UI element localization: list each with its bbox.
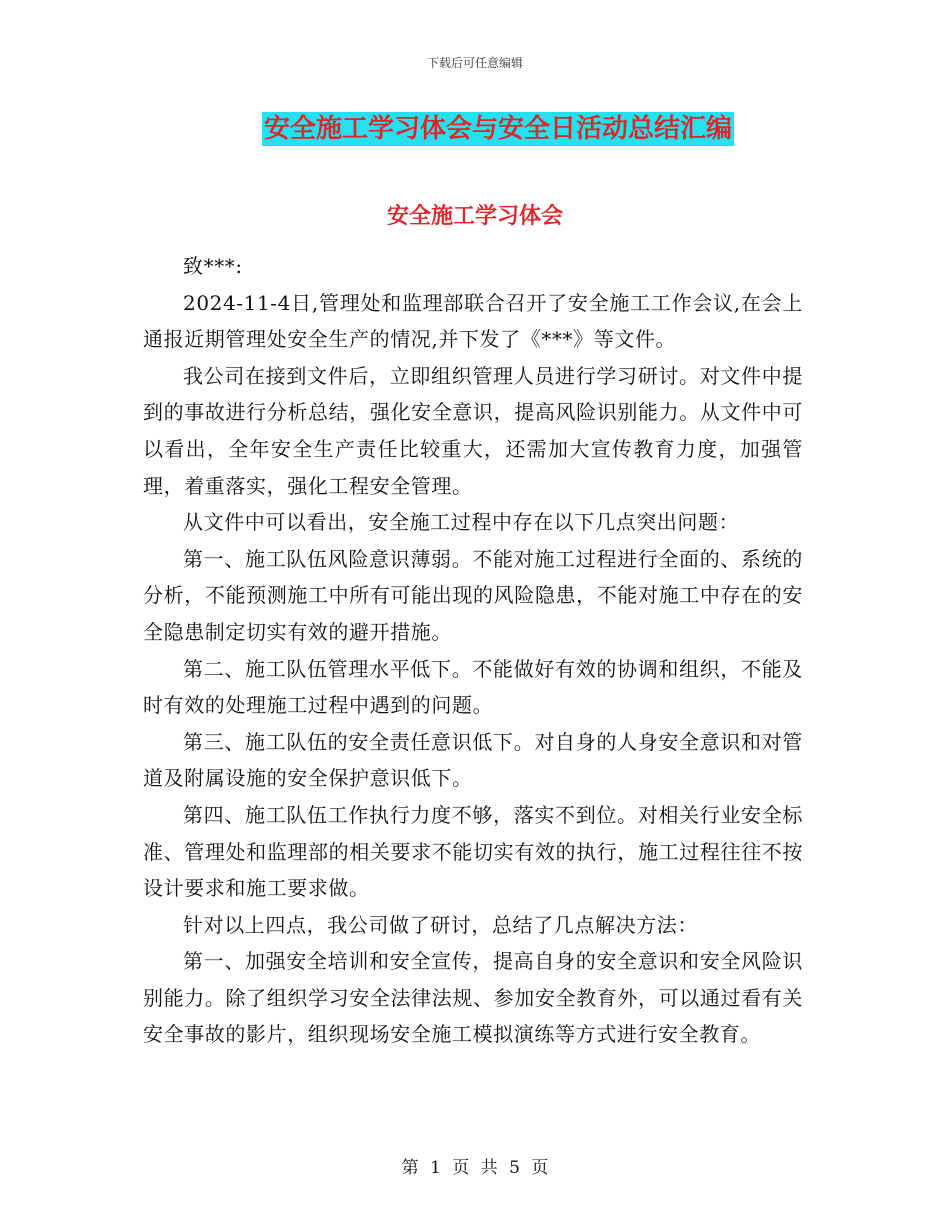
main-title-container: [0, 112, 950, 146]
page-footer: 第 1 页 共 5 页: [401, 1158, 549, 1178]
paragraph-problems-intro: 从文件中可以看出，安全施工过程中存在以下几点突出问题：: [183, 510, 740, 535]
paragraph-solution-1: 第一、加强安全培训和安全宣传，提高自身的安全意识和安全风险识别能力。除了组织学习安全法律法规、参加安全教育外，可以通过看有关安全事故的影片，组织现场安全施工模拟演练等方式进行安全教育。: [143, 949, 803, 1047]
paragraph-meeting: 2024-11-4日,管理处和监理部联合召开了安全施工工作会议,在会上通报近期管理处安全生产的情况,并下发了《***》等文件。: [143, 290, 803, 352]
header-note: 下载后可任意编辑: [426, 56, 523, 70]
paragraph-problem-2: 第二、施工队伍管理水平低下。不能做好有效的协调和组织，不能及时有效的处理施工过程中遇到的问题。: [143, 656, 803, 718]
section-title: 安全施工学习体会: [386, 204, 563, 229]
paragraph-study: 我公司在接到文件后，立即组织管理人员进行学习研讨。对文件中提到的事故进行分析总结，强化安全意识，提高风险识别能力。从文件中可以看出，全年安全生产责任比较重大，还需加大宣传教育力度，加强管理，着重落实，强化工程安全管理。: [143, 363, 803, 498]
paragraph-solutions-intro: 针对以上四点，我公司做了研讨，总结了几点解决方法：: [183, 912, 698, 937]
main-title: 安全施工学习体会与安全日活动总结汇编: [263, 114, 732, 144]
document-body: [143, 248, 803, 1053]
paragraph-problem-4: 第四、施工队伍工作执行力度不够，落实不到位。对相关行业安全标准、管理处和监理部的相关要求不能切实有效的执行，施工过程往往不按设计要求和施工要求做。: [143, 802, 803, 901]
paragraph-salutation: 致***:: [183, 254, 243, 278]
paragraph-problem-3: 第三、施工队伍的安全责任意识低下。对自身的人身安全意识和对管道及附属设施的安全保护意识低下。: [143, 729, 803, 791]
paragraph-problem-1: 第一、施工队伍风险意识薄弱。不能对施工过程进行全面的、系统的分析，不能预测施工中所有可能出现的风险隐患，不能对施工中存在的安全隐患制定切实有效的避开措施。: [143, 546, 803, 644]
